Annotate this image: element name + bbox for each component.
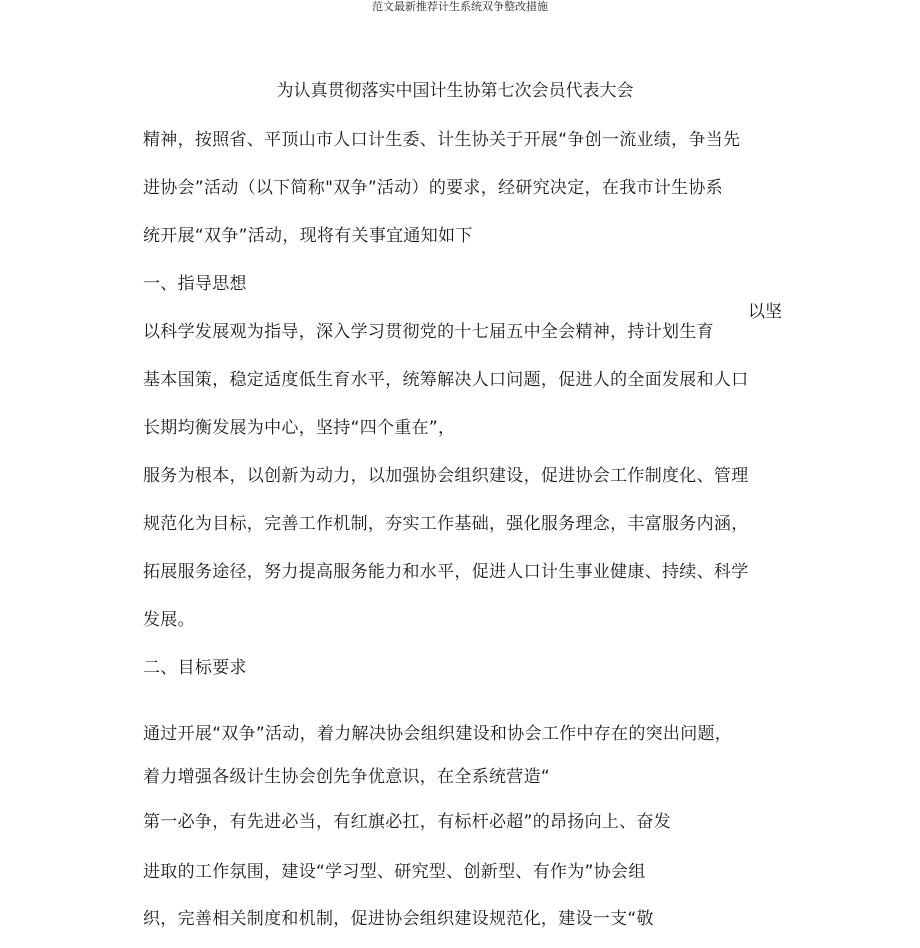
section-heading-2: 二、目标要求 — [143, 658, 247, 678]
paragraph-line-17: 织，完善相关制度和机制，促进协会组织建设规范化，建设一支“敬 — [143, 909, 654, 929]
paragraph-line-8: 服务为根本，以创新为动力，以加强协会组织建设，促进协会工作制度化、管理 — [143, 466, 749, 486]
paragraph-line-11: 发展。 — [143, 610, 195, 630]
paragraph-line-2: 进协会”活动（以下简称"双争”活动）的要求，经研究决定，在我市计生协系 — [143, 178, 723, 198]
section-heading-1: 一、指导思想 — [143, 274, 247, 294]
paragraph-line-13: 通过开展“双争”活动，着力解决协会组织建设和协会工作中存在的突出问题， — [143, 724, 733, 744]
paragraph-line-7: 长期均衡发展为中心，坚持“四个重在”， — [143, 418, 456, 438]
paragraph-line-9: 规范化为目标，完善工作机制，夯实工作基础，强化服务理念，丰富服务内涵， — [143, 514, 749, 534]
document-title: 为认真贯彻落实中国计生协第七次会员代表大会 — [276, 81, 634, 101]
page-header: 范文最新推荐计生系统双争整改措施 — [372, 0, 548, 13]
paragraph-line-16: 进取的工作氛围，建设“学习型、研究型、创新型、有作为”协会组 — [143, 862, 646, 882]
paragraph-line-15: 第一必争，有先进必当，有红旗必扛，有标杆必超”的昂扬向上、奋发 — [143, 812, 672, 832]
paragraph-line-3: 统开展“双争”活动，现将有关事宜通知如下 — [143, 226, 473, 246]
paragraph-line-6: 基本国策，稳定适度低生育水平，统筹解决人口问题，促进人的全面发展和人口 — [143, 370, 749, 390]
paragraph-line-14: 着力增强各级计生协会创先争优意识，在全系统营造“ — [143, 767, 551, 787]
paragraph-line-10: 拓展服务途径，努力提高服务能力和水平，促进人口计生事业健康、持续、科学 — [143, 562, 749, 582]
side-note-text: 以坚 — [748, 302, 782, 322]
paragraph-line-1: 精神，按照省、平顶山市人口计生委、计生协关于开展“争创一流业绩，争当先 — [143, 130, 741, 150]
paragraph-line-5: 以科学发展观为指导，深入学习贯彻党的十七届五中全会精神，持计划生育 — [143, 322, 714, 342]
